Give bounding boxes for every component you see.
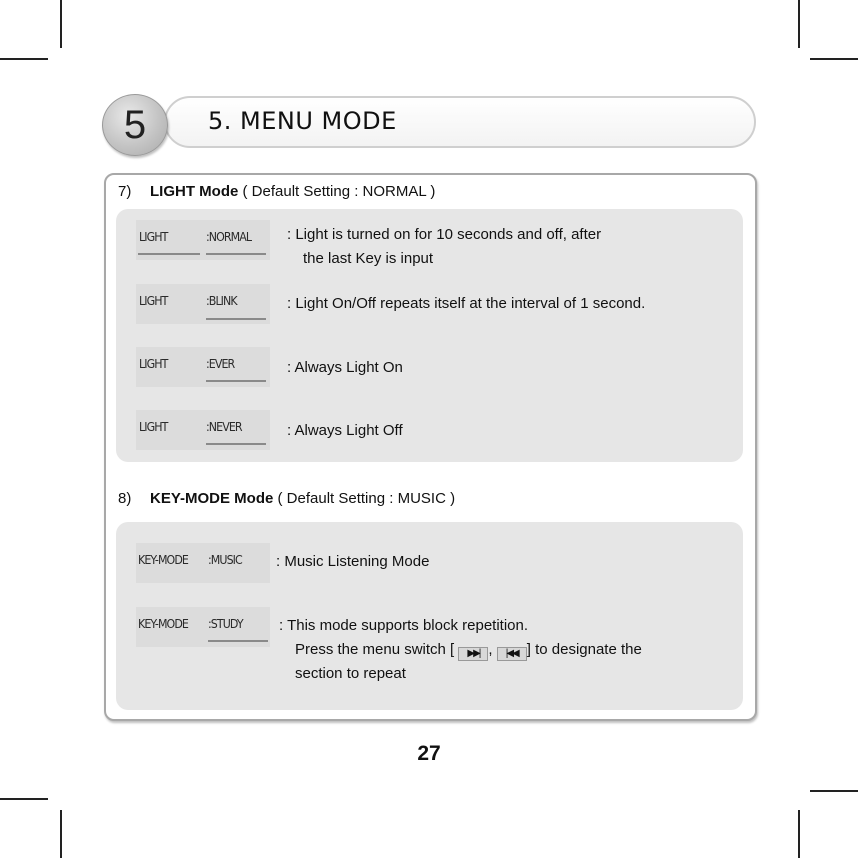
section-name: KEY-MODE Mode <box>150 490 274 507</box>
page-number: 27 <box>417 742 441 765</box>
chapter-number-badge: 5 <box>102 94 168 156</box>
lcd-keymode-music <box>136 543 270 583</box>
light-ever-desc: : Always Light On <box>287 359 403 376</box>
lcd-value: :STUDY <box>208 617 243 631</box>
page-title: 5. MENU MODE <box>208 107 397 135</box>
desc-line: the last Key is input <box>303 250 434 267</box>
crop-mark <box>810 790 858 792</box>
lcd-underline <box>206 380 266 382</box>
section-number: 7) <box>118 183 132 200</box>
desc-line: : This mode supports block repetition. <box>279 617 529 634</box>
lcd-light-normal <box>136 220 270 260</box>
lcd-value: :NORMAL <box>206 230 252 244</box>
lcd-underline <box>206 318 266 320</box>
lcd-light-ever <box>136 347 270 387</box>
lcd-underline <box>208 640 268 642</box>
light-mode-heading <box>118 183 435 200</box>
crop-mark <box>60 0 62 48</box>
section-name: LIGHT Mode <box>150 183 239 200</box>
crop-mark <box>0 58 48 60</box>
keymode-heading <box>118 490 455 507</box>
lcd-value: :MUSIC <box>208 553 242 567</box>
default-setting: ( Default Setting : NORMAL ) <box>242 183 436 200</box>
desc-line <box>279 638 723 662</box>
keymode-study-desc <box>279 614 723 686</box>
lcd-value: :BLINK <box>206 294 237 308</box>
crop-mark <box>798 810 800 858</box>
lcd-label: LIGHT <box>139 230 168 244</box>
desc-line: : Light is turned on for 10 seconds and off, after <box>287 226 602 243</box>
light-normal-desc <box>287 223 601 271</box>
crop-mark <box>810 58 858 60</box>
lcd-underline <box>138 253 200 255</box>
lcd-underline <box>206 443 266 445</box>
lcd-label: LIGHT <box>139 420 168 434</box>
desc-text: Press the menu switch [ <box>295 641 455 658</box>
lcd-light-never <box>136 410 270 450</box>
light-blink-desc: : Light On/Off repeats itself at the interval of 1 second. <box>287 295 646 312</box>
lcd-value: :NEVER <box>206 420 242 434</box>
lcd-underline <box>206 253 266 255</box>
lcd-label: LIGHT <box>139 357 168 371</box>
keymode-music-desc: : Music Listening Mode <box>276 553 430 570</box>
rewind-icon: |◀◀ <box>497 647 527 661</box>
desc-line: section to repeat <box>295 665 406 682</box>
section-number: 8) <box>118 490 132 507</box>
lcd-label: KEY-MODE <box>138 553 188 567</box>
crop-mark <box>0 798 48 800</box>
lcd-keymode-study <box>136 607 270 647</box>
default-setting: ( Default Setting : MUSIC ) <box>277 490 456 507</box>
lcd-label: KEY-MODE <box>138 617 188 631</box>
lcd-value: :EVER <box>206 357 235 371</box>
lcd-light-blink <box>136 284 270 324</box>
lcd-label: LIGHT <box>139 294 168 308</box>
light-never-desc: : Always Light Off <box>287 422 403 439</box>
desc-text: , <box>488 641 493 658</box>
crop-mark <box>798 0 800 48</box>
crop-mark <box>60 810 62 858</box>
fast-forward-icon: ▶▶| <box>458 647 488 661</box>
desc-text: ] to designate the <box>526 641 642 658</box>
